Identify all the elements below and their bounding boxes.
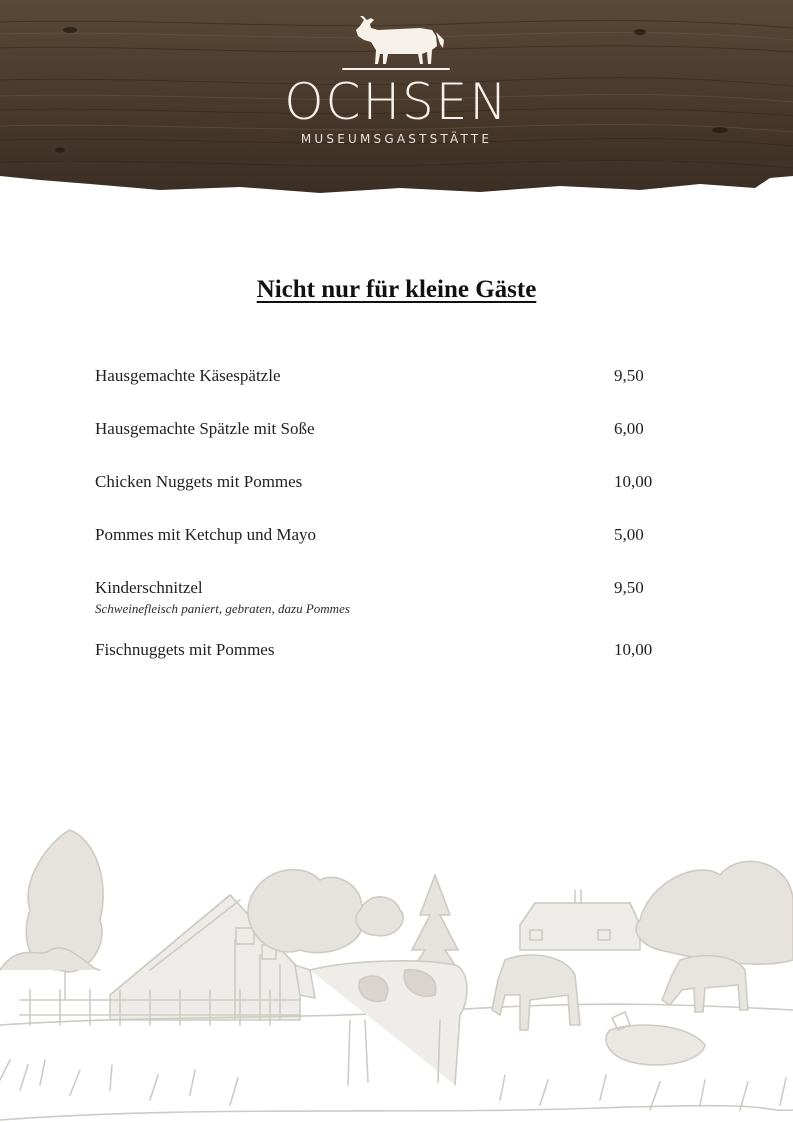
- menu-item: [95, 640, 695, 692]
- menu-item-price: 9,50: [614, 578, 644, 597]
- menu-item: [95, 366, 695, 418]
- menu-item: [95, 578, 695, 639]
- logo-subtitle: MUSEUMSGASTSTÄTTE: [300, 132, 493, 146]
- menu-list: [95, 366, 695, 693]
- menu-item-description: Schweinefleisch paniert, gebraten, dazu Pommes: [95, 601, 350, 616]
- menu-item-price: 9,50: [614, 366, 644, 385]
- menu-item: [95, 419, 695, 471]
- menu-item-name: Chicken Nuggets mit Pommes: [95, 472, 303, 491]
- menu-item-name: Pommes mit Ketchup und Mayo: [95, 525, 316, 544]
- menu-section-title: Nicht nur für kleine Gäste: [256, 276, 537, 303]
- logo-wordmark: OCHSEN: [284, 73, 509, 131]
- cow-icon: [340, 14, 452, 76]
- menu-item: [95, 525, 695, 577]
- menu-item-price: 6,00: [614, 419, 644, 438]
- farm-landscape-illustration: [0, 820, 793, 1122]
- menu-item-name: Hausgemachte Käsespätzle: [95, 366, 281, 385]
- header-banner: [0, 0, 793, 200]
- menu-item-name: Hausgemachte Spätzle mit Soße: [95, 419, 315, 438]
- menu-item: [95, 472, 695, 524]
- menu-item-name: Fischnuggets mit Pommes: [95, 640, 275, 659]
- menu-item-price: 5,00: [614, 525, 644, 544]
- menu-item-price: 10,00: [614, 472, 653, 491]
- menu-item-name: Kinderschnitzel: [95, 578, 203, 597]
- menu-item-price: 10,00: [614, 640, 653, 659]
